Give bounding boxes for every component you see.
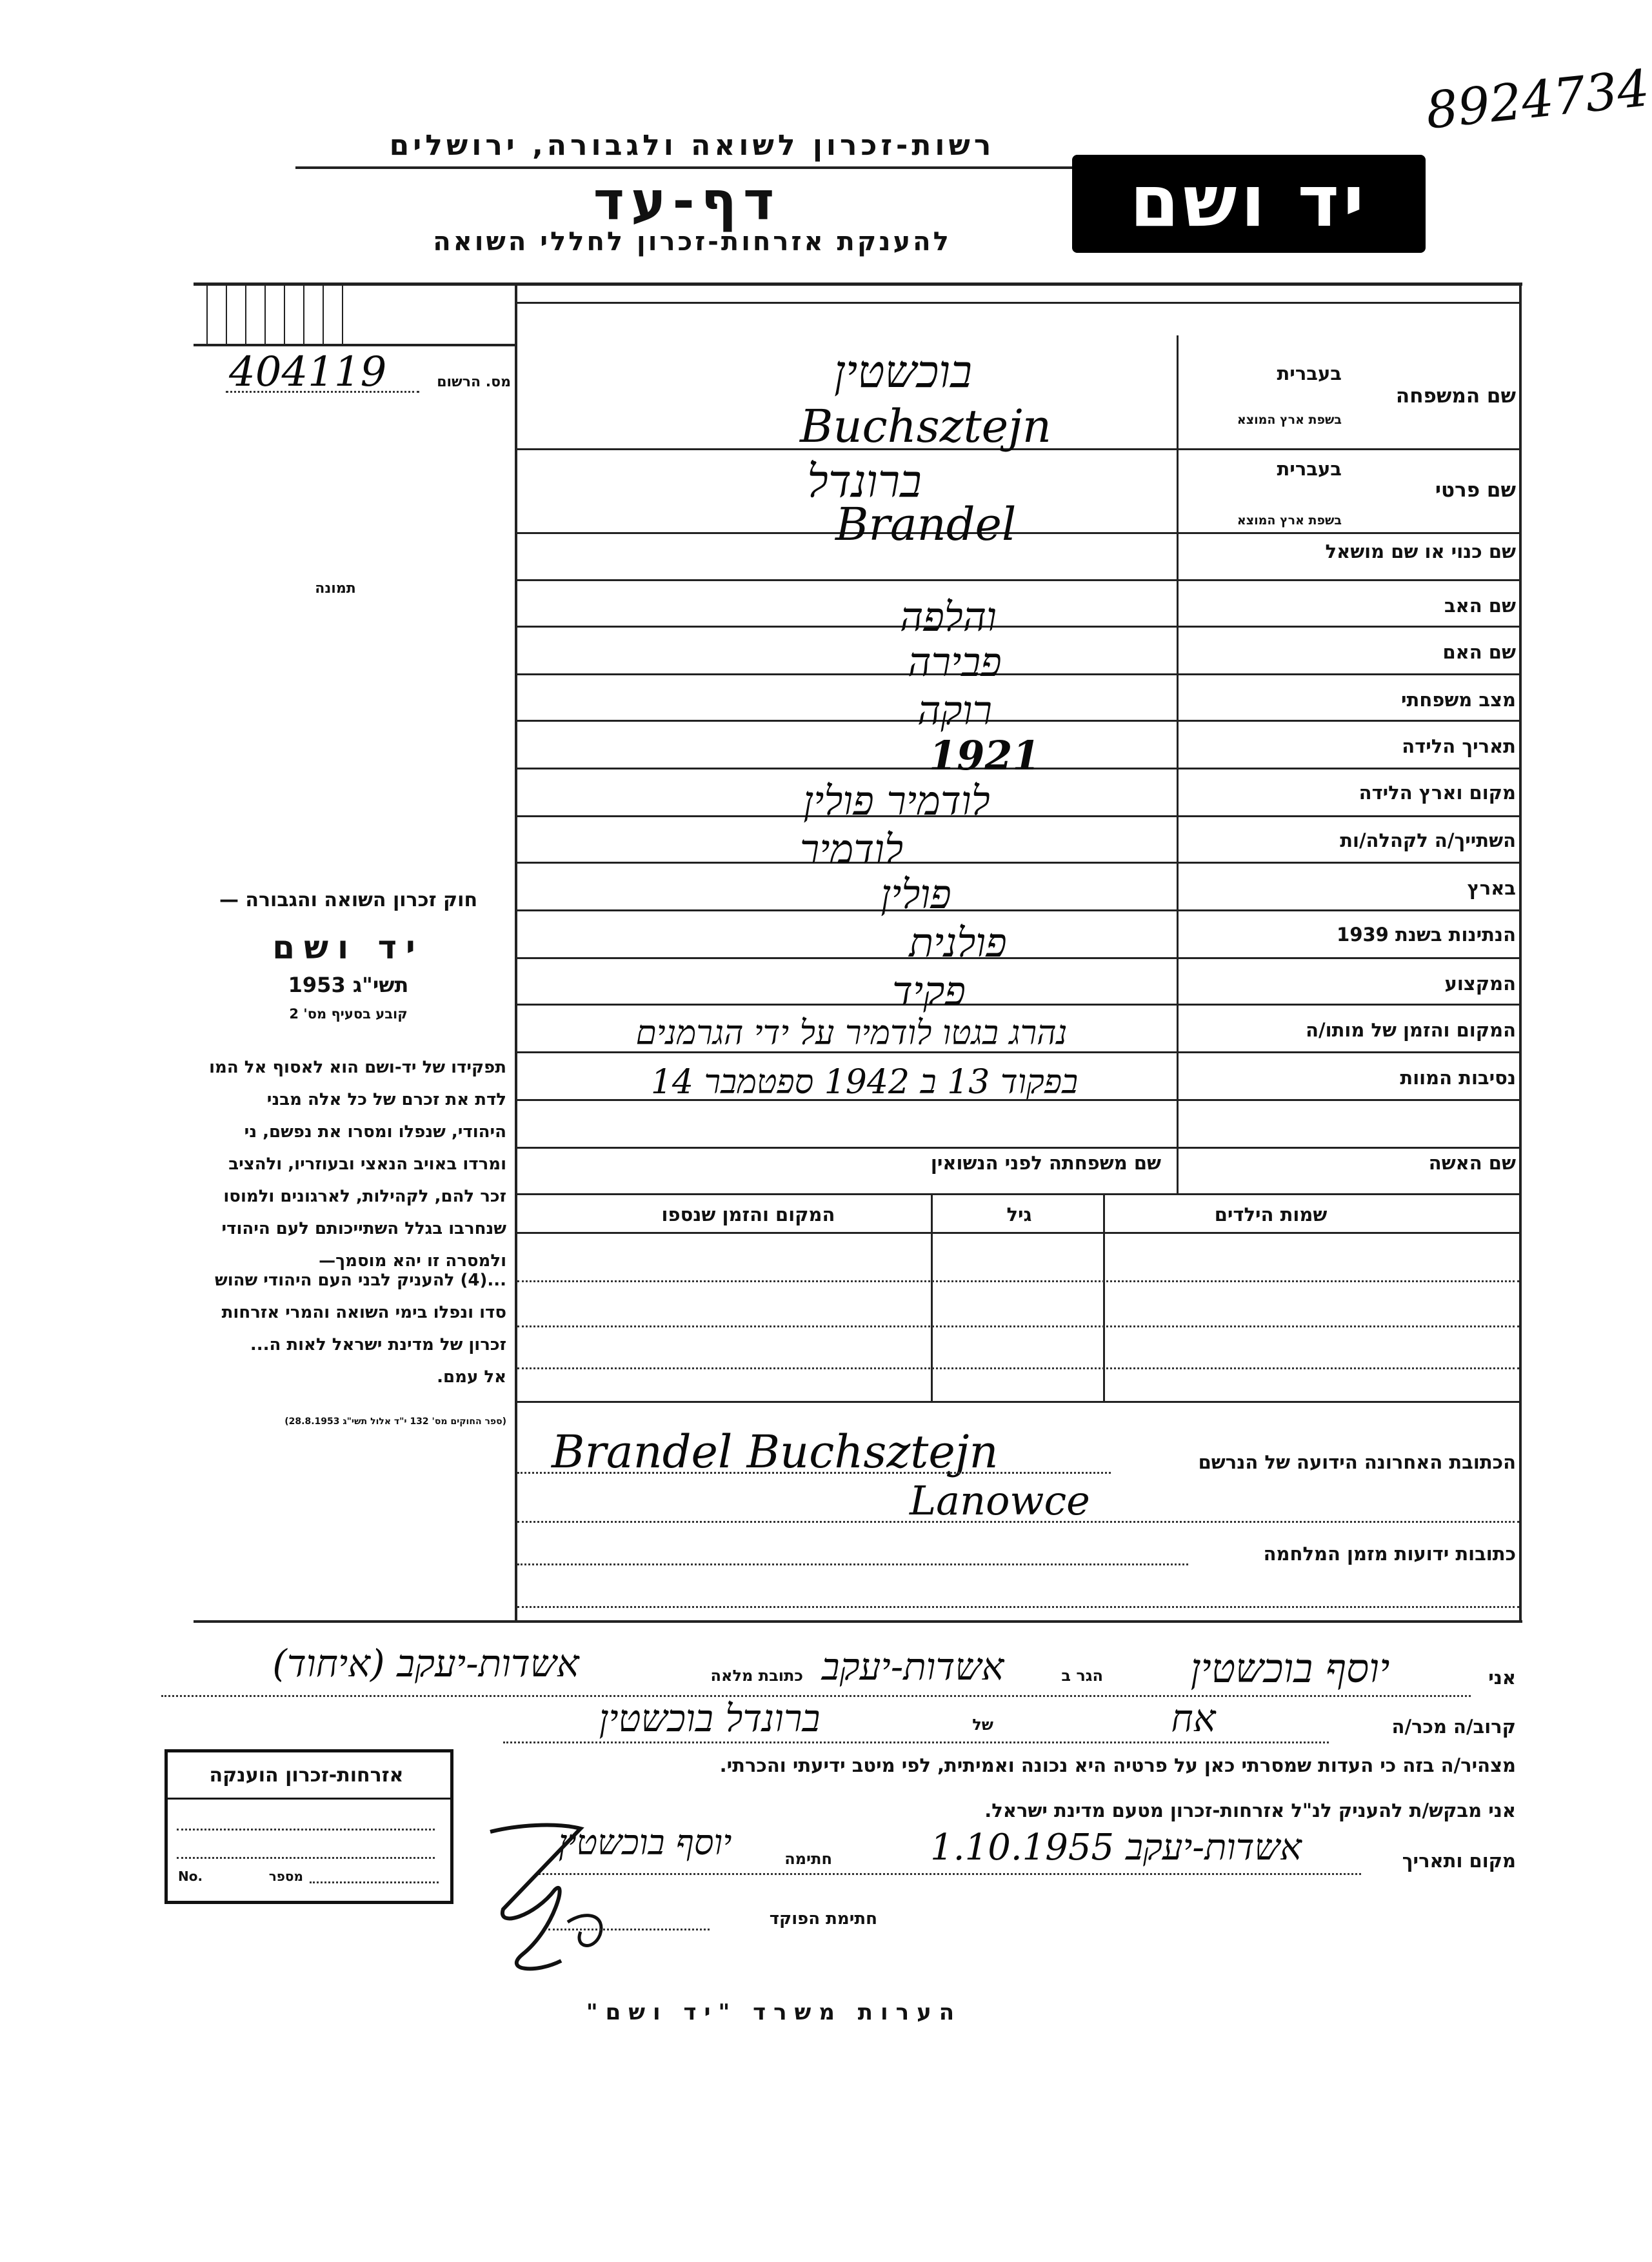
children-bottom [517,1401,1519,1403]
law-line: תפקידו של יד-ושם הוא לאסוף אל המו [209,1058,506,1077]
surname-origin-value: Buchsztejn [800,400,1051,453]
signature-scribble [477,1819,619,1980]
law-clause: קובע בסעיף מס' 2 [289,1006,408,1022]
profession-label: המקצוע [1444,973,1516,995]
law-line: ...(4) להעניק לבני העם היהודי שהוש [214,1271,506,1290]
law-name: יד ושם [272,929,424,966]
children-row [517,1367,1519,1369]
citizenship-box-no: No. [178,1869,203,1884]
declarant-full-address-value: אשדות-יעקב (איחוד) [272,1642,579,1685]
citizenship-box-title: אזרחות-זכרון הוענקה [209,1764,404,1787]
declarant-resides-label: הגר ב [1061,1667,1103,1685]
law-line: ולמסרה זו יהא מוסמך— [319,1251,506,1271]
of-value: ברונדל בוכשטין [599,1696,821,1740]
community-label: השתייך/ה לקהלה/ות [1340,829,1516,851]
request-text: אני מבקש/ת להעניק לנ"ל אזרחות-זכרון מטעם מדינת ישראל. [984,1800,1516,1821]
form-subtitle: להענקת אזרחות-זכרון לחללי השואה [433,227,951,257]
children-row [517,1280,1519,1282]
war-address-dots-2 [517,1606,1519,1608]
children-header-place: המקום והזמן שנספו [661,1204,835,1225]
law-line: זכר להם, לקהילות, לארגונים ולמוסו [223,1187,506,1206]
law-paragraph-2 [164,1264,506,1393]
authority-underline [295,166,1089,169]
origin-lang-label-1: בשפת ארץ המוצא [1237,413,1342,427]
nickname-label: שם כנוי או שם מושאל [1325,541,1516,562]
last-address-label: הכתובת האחרונה הידועה של הנרשם [1198,1451,1516,1473]
signature-label: חתימה [784,1850,832,1868]
place-date-label: מקום ותאריך [1402,1850,1516,1872]
declarant-resides-value: אשדות-יעקב [821,1645,1004,1689]
children-header-line [517,1232,1519,1234]
law-year: תשי"ג 1953 [288,973,409,997]
birthdate-label: תאריך הלידה [1402,735,1516,757]
firstname-label: שם פרטי [1435,479,1516,502]
last-address-dots [517,1472,1111,1474]
logo-text: יד ושם [1130,160,1368,243]
law-paragraph-1 [164,1051,506,1277]
country-label: בארץ [1467,877,1516,899]
birthplace-label: מקום וארץ הלידה [1358,782,1516,804]
row-line [517,1193,1519,1195]
photo-label: תמונה [315,580,356,597]
country-value: פולין [881,871,951,918]
in-hebrew-label-2: בעברית [1277,458,1342,480]
death-cause-label: נסיבות המוות [1400,1067,1516,1089]
in-hebrew-label-1: בעברית [1277,362,1342,384]
firstname-hebrew-value: ברונדל [807,455,922,508]
children-col-1 [1103,1195,1105,1402]
frame-right [1519,283,1522,1622]
origin-lang-label-2: בשפת ארץ המוצא [1237,513,1342,528]
children-header-age: גיל [1006,1204,1032,1225]
frame-label-divider [1177,335,1179,1193]
signature-value: יוסף בוכשטין [558,1822,732,1863]
relation-label: קרוב/ה מכר/ה [1391,1716,1516,1738]
law-line: שנחרבו בגלל השתייכותם לעם היהודי [221,1219,506,1238]
office-boxes [194,286,515,346]
children-col-2 [931,1195,933,1402]
nationality-value: פולנית [909,919,1007,966]
surname-hebrew-value: בוכשטין [834,345,972,398]
top-field-strip [517,286,1519,304]
wife-maiden-label: שם משפחתה לפני הנשואין [930,1152,1161,1174]
registration-dots [226,391,419,393]
community-value: לודמיר [799,826,904,873]
citizenship-box [164,1749,453,1904]
firstname-origin-value: Brandel [835,498,1017,551]
footer-notes: הערות משרד "יד ושם" [586,1999,962,2025]
official-signature-dots [548,1929,710,1930]
row-line [517,1147,1519,1149]
frame-mid-vertical [515,283,517,1622]
declarant-full-address-label: כתובת מלאה [710,1667,803,1685]
archive-number: 8924734 [1423,59,1652,141]
declarant-i-label: אני [1488,1667,1516,1689]
children-row [517,1325,1519,1327]
relation-line-dots [503,1741,1329,1743]
row-line [517,579,1519,581]
death-place-label: המקום והזמן של מותו/ה [1306,1019,1516,1041]
children-header-names: שמות הילדים [1214,1204,1328,1225]
profession-value: פקיד [892,967,966,1015]
form-title: דף-עד [593,171,781,232]
signature-dots [535,1873,1361,1875]
yad-vashem-logo [1072,155,1426,253]
law-line: לדת את זכרם של כל אלה מבני [266,1090,506,1109]
mother-value: פבירה [908,639,1002,686]
registration-label: מס. הרשום [437,374,511,390]
place-date-value: אשדות-יעקב 1.10.1955 [930,1827,1302,1869]
law-line: היהודי, שנפלו ומסרו את נפשם, ני [244,1122,506,1142]
row-line [517,909,1519,911]
of-label: של [972,1716,993,1734]
row-line [517,862,1519,864]
war-address-label: כתובות ידועות מזמן המלחמה [1263,1543,1516,1565]
declare-text: מצהיר/ה בזה כי העדות שמסרתי כאן על פרטיה היא נכונה ואמיתית, לפי מיטב ידיעתי והכרתי. [719,1754,1516,1776]
relation-value: אח [1171,1696,1216,1740]
last-address-dots-2 [517,1521,1519,1523]
last-address-value-2: Lanowce [910,1477,1090,1524]
authority-title: רשות-זכרון לשואה ולגבורה, ירושלים [389,129,995,162]
law-line: ומרדו באויב הנאצי ובעוזריו, ולהציב [228,1155,506,1174]
war-address-dots [517,1563,1188,1565]
mother-label: שם האם [1442,641,1516,663]
declarant-name-value: יוסף בוכשטין [1190,1645,1390,1692]
last-address-value-1: Brandel Buchsztejn [552,1425,999,1478]
law-citation: (ספר החוקים מס' 132 י"ד אלול תשי"ג 28.8.1953) [284,1416,506,1427]
nationality-label: הנתינות בשנת 1939 [1337,924,1516,946]
law-line: זכרון של מדינת ישראל לאות ה... [250,1335,506,1354]
surname-label: שם המשפחה [1395,384,1516,408]
registration-number: 404119 [229,348,387,396]
birthdate-value: 1921 [929,732,1040,779]
marital-label: מצב משפחתי [1400,689,1516,711]
law-line: אל עמם. [437,1367,506,1387]
law-title: חוק זכרון השואה והגבורה — [219,889,478,911]
frame-bottom [194,1620,1522,1623]
death-cause-value: בפקוד 13 ב 1942 ספטמבר 14 [650,1063,1079,1102]
father-label: שם האב [1444,595,1516,617]
citizenship-box-number: מספר [268,1869,303,1884]
official-signature-label: חתימת הפוקד [769,1909,877,1929]
wife-label: שם האשה [1428,1152,1516,1174]
death-place-value: נהרג בגטו לודמיר על ידי הגרמנים [635,1014,1068,1053]
row-line [517,532,1519,534]
father-value: והלפה [899,593,997,640]
row-line [517,1004,1519,1006]
birthplace-value: לודמיר פולין [803,777,990,824]
marital-value: רוקה [917,687,992,734]
law-line: סדו ונפלו בימי השואה והמרי אזרחות [221,1303,506,1322]
